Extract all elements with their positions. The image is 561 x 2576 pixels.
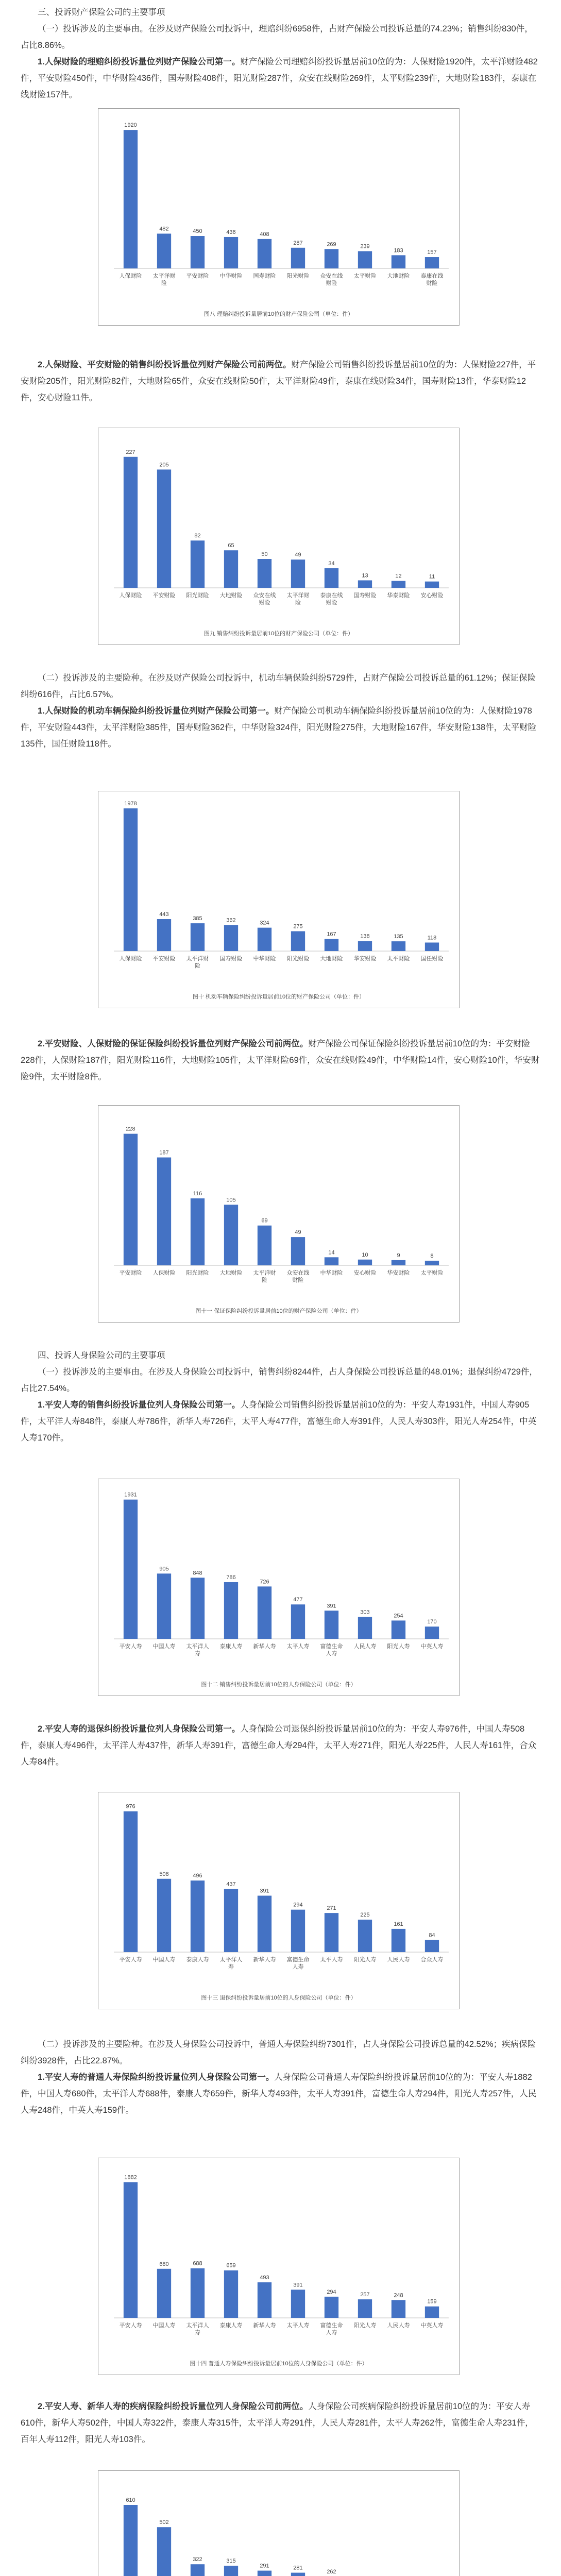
bar (425, 2307, 439, 2318)
category-label: 泰康人寿 (219, 1643, 243, 1650)
bar (258, 2282, 271, 2318)
chart-caption: 图八 理赔纠纷投诉量居前10位的财产保险公司（单位：件） (203, 311, 354, 317)
data-label: 262 (327, 2569, 336, 2575)
category-label: 阳光人寿 (387, 1643, 410, 1650)
chart-6 (98, 2158, 460, 2375)
paragraph-lead: 1.平安人寿的普通人寿保险纠纷投诉量位列人身保险公司第一。 (38, 2073, 275, 2082)
category-label: 阳光人寿 (353, 1957, 377, 1963)
data-label: 408 (260, 231, 269, 238)
category-label: 财险 (259, 600, 270, 606)
bar (358, 2299, 372, 2318)
category-label: 人民人寿 (353, 1643, 377, 1650)
data-label: 1882 (124, 2174, 137, 2181)
data-label: 1920 (124, 122, 137, 129)
data-label: 34 (328, 560, 335, 567)
paragraph-lead: 2.平安财险、人保财险的保证保险纠纷投诉量位列财产保险公司前两位。 (38, 1039, 309, 1048)
paragraph-text: 财产保险公司机动车辆保险纠纷投诉量居前10位的为：人保财险1978件，平安财险443件，太平洋财险385件，国寿财险362件，中华财险324件，阳光财险275件，大地财险167件，华安财险138件，太平财险135件，国任财险118件。 (21, 706, 537, 749)
chart-caption: 图十一 保证保险纠纷投诉量居前10位的财产保险公司（单位：件） (195, 1308, 362, 1314)
chart-caption: 图十 机动车辆保险纠纷投诉量居前10位的财产保险公司（单位：件） (192, 994, 365, 1000)
data-label: 726 (260, 1579, 269, 1585)
category-label: 险 (295, 600, 301, 606)
category-label: 合众人寿 (420, 1957, 444, 1963)
bar (291, 931, 305, 952)
data-label: 159 (427, 2298, 437, 2305)
bar (224, 1889, 238, 1952)
bar (157, 2269, 171, 2318)
category-label: 中国人寿 (152, 1957, 176, 1963)
section-block (21, 1721, 541, 1770)
data-label: 225 (360, 1912, 370, 1918)
section-three (21, 4, 541, 103)
category-label: 太平洋人 (186, 1643, 209, 1650)
bar (157, 469, 171, 588)
bar (291, 248, 305, 268)
data-label: 291 (260, 2563, 269, 2569)
paragraph (21, 357, 541, 406)
bar (258, 239, 271, 268)
bar (425, 1261, 439, 1265)
category-label: 泰康在线 (420, 273, 444, 279)
category-label: 财险 (426, 280, 438, 286)
data-label: 976 (126, 1803, 135, 1810)
category-label: 寿 (195, 1651, 200, 1657)
bar (157, 1158, 171, 1265)
category-label: 太平洋财 (286, 592, 310, 599)
bar (358, 1920, 372, 1952)
category-label: 人保财险 (119, 956, 142, 962)
bar (358, 251, 372, 268)
data-label: 659 (226, 2262, 236, 2269)
chart-caption: 图十四 普通人寿保险纠纷投诉量居前10位的人身保险公司（单位：件） (190, 2361, 368, 2367)
data-label: 12 (395, 573, 402, 580)
data-label: 294 (293, 1902, 303, 1908)
bar (358, 1617, 372, 1639)
chart-2 (98, 791, 460, 1008)
paragraph-lead: 1.平安人寿的销售纠纷投诉量位列人身保险公司第一。 (38, 1400, 241, 1410)
category-label: 太平财险 (353, 273, 377, 279)
data-label: 65 (228, 543, 234, 549)
data-label: 157 (427, 249, 437, 256)
data-label: 496 (193, 1873, 202, 1879)
bar (191, 2268, 205, 2318)
category-label: 太平洋财 (186, 956, 209, 962)
bar (124, 2505, 138, 2576)
data-label: 477 (293, 1597, 303, 1603)
bar (191, 923, 205, 951)
paragraph-lead: 2.人保财险、平安财险的销售纠纷投诉量位列财产保险公司前两位。 (38, 360, 292, 369)
category-label: 阳光财险 (186, 592, 209, 599)
data-label: 254 (394, 1613, 403, 1619)
data-label: 187 (159, 1149, 169, 1156)
data-label: 14 (328, 1249, 335, 1256)
paragraph-text: 财产保险公司保证保险纠纷投诉量居前10位的为：平安财险228件，人保财险187件，阳光财险116件，大地财险105件，太平洋财险69件，众安在线财险49件，中华财险14件，安心财险10件，华安财险9件，太平财险8件。 (21, 1039, 540, 1081)
section-block (21, 2036, 541, 2119)
category-label: 人民人寿 (387, 1957, 410, 1963)
category-label: 大地财险 (219, 592, 243, 599)
bar (392, 1929, 405, 1952)
category-label: 险 (161, 280, 167, 286)
data-label: 11 (429, 573, 435, 580)
bar (124, 808, 138, 951)
bar (224, 2566, 238, 2576)
data-label: 1931 (124, 1492, 137, 1498)
category-label: 寿 (195, 2330, 200, 2336)
category-label: 平安财险 (186, 273, 209, 279)
chart-7 (98, 2470, 460, 2576)
bar (325, 1913, 338, 1952)
chart-caption: 图九 销售纠纷投诉量居前10位的财产保险公司（单位：件） (203, 631, 354, 637)
bar (124, 130, 138, 268)
bar (392, 581, 405, 588)
chart-4 (98, 1479, 460, 1696)
category-label: 大地财险 (320, 956, 343, 962)
category-label: 人寿 (326, 2330, 337, 2336)
category-label: 人保财险 (152, 1270, 176, 1276)
category-label: 安心财险 (420, 592, 444, 599)
data-label: 385 (193, 916, 202, 922)
bar (191, 1198, 205, 1265)
bar (291, 2573, 305, 2576)
category-label: 中华财险 (320, 1270, 343, 1276)
data-label: 82 (194, 533, 201, 539)
bar (258, 928, 271, 951)
category-label: 险 (195, 963, 200, 969)
category-label: 太平洋人 (186, 2323, 209, 2329)
category-label: 人保财险 (119, 273, 142, 279)
bar (191, 540, 205, 588)
category-label: 人寿 (326, 1651, 337, 1657)
category-label: 中国人寿 (152, 1643, 176, 1650)
data-label: 281 (293, 2565, 303, 2571)
data-label: 170 (427, 1619, 437, 1625)
category-label: 富德生命 (286, 1957, 310, 1963)
bar (325, 939, 338, 951)
category-label: 华泰财险 (387, 592, 410, 599)
category-label: 国寿财险 (353, 592, 377, 599)
bar (392, 255, 405, 268)
category-label: 财险 (292, 1277, 304, 1283)
bar (392, 1260, 405, 1265)
category-label: 太平人寿 (286, 2323, 310, 2329)
bar (157, 234, 171, 268)
category-label: 太平人寿 (320, 1957, 343, 1963)
data-label: 239 (360, 243, 370, 250)
category-label: 太平洋人 (219, 1957, 243, 1963)
bar (124, 1811, 138, 1952)
bar-chart-svg (98, 1792, 459, 2009)
data-label: 303 (360, 1609, 370, 1616)
data-label: 905 (159, 1566, 169, 1572)
section-title: 三、投诉财产保险公司的主要事项 (38, 8, 165, 17)
bar (291, 560, 305, 588)
category-label: 平安财险 (152, 956, 176, 962)
bar (224, 2270, 238, 2318)
chart-3 (98, 1105, 460, 1323)
data-label: 502 (159, 2519, 169, 2526)
data-label: 8 (430, 1253, 434, 1260)
chart-caption: 图十二 销售纠纷投诉量居前10位的人身保险公司（单位：件） (201, 1682, 356, 1688)
data-label: 1978 (124, 801, 137, 807)
bar (392, 941, 405, 951)
data-label: 294 (327, 2289, 336, 2295)
category-label: 华安财险 (387, 1270, 410, 1276)
paragraph: （二）投诉涉及的主要险种。在涉及财产保险公司投诉中，机动车辆保险纠纷5729件，占财产保险公司投诉总量的61.12%；保证保险纠纷616件，占比6.57%。 (21, 673, 536, 699)
paragraph (21, 1397, 541, 1446)
category-label: 平安人寿 (119, 1957, 142, 1963)
data-label: 493 (260, 2274, 269, 2281)
category-label: 泰康在线 (320, 592, 343, 599)
bar (325, 1257, 338, 1265)
bar (325, 568, 338, 588)
paragraph-text: 人身保险公司退保纠纷投诉量居前10位的为：平安人寿976件，中国人寿508件，泰康人寿496件，太平洋人寿437件，新华人寿391件，富德生命人寿294件，太平人寿271件，阳光人寿225件，人民人寿161件，合众人寿84件。 (21, 1724, 537, 1767)
category-label: 阳光人寿 (353, 2323, 377, 2329)
data-label: 391 (293, 2282, 303, 2289)
paragraph: （一）投诉涉及的主要事由。在涉及人身保险公司投诉中，销售纠纷8244件，占人身保险公司投诉总量的48.01%；退保纠纷4729件，占比27.54%。 (21, 1367, 538, 1393)
bar (157, 2527, 171, 2576)
data-label: 391 (260, 1888, 269, 1894)
data-label: 275 (293, 923, 303, 930)
category-label: 人寿 (292, 1964, 304, 1970)
chart-caption: 图十三 退保纠纷投诉量居前10位的人身保险公司（单位：件） (201, 1995, 356, 2001)
category-label: 新华人寿 (253, 1643, 276, 1650)
paragraph-text: 人身保险公司疾病保险纠纷投诉量居前10位的为：平安人寿610件，新华人寿502件，中国人寿322件，泰康人寿315件，太平洋人寿291件，人民人寿281件，太平人寿262件，富德生命人寿231件，百年人寿112件，阳光人寿103件。 (21, 2402, 534, 2444)
category-label: 国寿财险 (253, 273, 276, 279)
category-label: 人保财险 (119, 592, 142, 599)
category-label: 险 (262, 1277, 267, 1283)
bar (258, 2571, 271, 2576)
category-label: 太平人寿 (286, 1643, 310, 1650)
category-label: 中英人寿 (420, 1643, 444, 1650)
category-label: 华安财险 (353, 956, 377, 962)
bar (291, 1237, 305, 1265)
category-label: 太平财险 (387, 956, 410, 962)
category-label: 新华人寿 (253, 1957, 276, 1963)
bar (358, 1260, 372, 1265)
category-label: 中英人寿 (420, 2323, 444, 2329)
category-label: 太平洋财 (152, 273, 176, 279)
bar (291, 1910, 305, 1952)
bar-chart-svg (98, 791, 459, 1008)
bar (425, 582, 439, 588)
data-label: 84 (429, 1932, 435, 1939)
data-label: 482 (159, 226, 169, 232)
bar (425, 257, 439, 268)
category-label: 泰康人寿 (219, 2323, 243, 2329)
bar (291, 1604, 305, 1639)
category-label: 阳光财险 (286, 273, 310, 279)
category-label: 阳光财险 (186, 1270, 209, 1276)
data-label: 271 (327, 1905, 336, 1912)
bar (258, 1896, 271, 1952)
bar (258, 1226, 271, 1265)
chart-5 (98, 1792, 460, 2009)
paragraph-text: 人身保险公司销售纠纷投诉量居前10位的为：平安人寿1931件，中国人寿905件，太平洋人寿848件，泰康人寿786件，新华人寿726件，太平人寿477件，富德生命人寿391件，人民人寿303件，阳光人寿254件，中英人寿170件。 (21, 1400, 537, 1443)
data-label: 786 (226, 1574, 236, 1581)
bar-chart-svg (98, 1106, 459, 1322)
data-label: 183 (394, 247, 403, 254)
bar (224, 925, 238, 951)
bar (325, 1611, 338, 1639)
category-label: 富德生命 (320, 1643, 343, 1650)
paragraph (21, 2398, 541, 2448)
section-block (21, 357, 541, 406)
bar-chart-svg (98, 2158, 459, 2375)
data-label: 105 (226, 1197, 236, 1204)
data-label: 688 (193, 2260, 202, 2267)
data-label: 443 (159, 911, 169, 918)
bar (358, 941, 372, 951)
data-label: 362 (226, 917, 236, 924)
bar (258, 1586, 271, 1639)
paragraph-lead: 1.人保财险的理赔纠纷投诉量位列财产保险公司第一。 (38, 57, 241, 66)
section-block (21, 670, 541, 752)
bar (224, 550, 238, 588)
category-label: 大地财险 (219, 1270, 243, 1276)
paragraph: （一）投诉涉及的主要事由。在涉及财产保险公司投诉中，理赔纠纷6958件，占财产保险公司投诉总量的74.23%；销售纠纷830件，占比8.86%。 (21, 24, 533, 50)
data-label: 69 (261, 1217, 268, 1224)
paragraph (21, 1721, 541, 1770)
chart-0 (98, 108, 460, 326)
category-label: 众安在线 (286, 1270, 310, 1276)
paragraph-lead: 2.平安人寿的退保纠纷投诉量位列人身保险公司第一。 (38, 1724, 241, 1734)
category-label: 平安财险 (119, 1270, 142, 1276)
bar (157, 1573, 171, 1639)
bar (191, 2564, 205, 2576)
data-label: 450 (193, 228, 202, 234)
data-label: 116 (193, 1191, 202, 1197)
paragraph (21, 2069, 541, 2119)
paragraph-lead: 2.平安人寿、新华人寿的疾病保险纠纷投诉量位列人身保险公司前两位。 (38, 2402, 309, 2411)
category-label: 新华人寿 (253, 2323, 276, 2329)
bar (325, 2297, 338, 2318)
data-label: 287 (293, 240, 303, 246)
data-label: 138 (360, 933, 370, 940)
section-block (21, 1036, 541, 1085)
bar (191, 1578, 205, 1639)
bar (325, 249, 338, 268)
category-label: 国任财险 (420, 956, 444, 962)
category-label: 安心财险 (353, 1270, 377, 1276)
data-label: 680 (159, 2261, 169, 2267)
chart-1 (98, 428, 460, 645)
category-label: 众安在线 (320, 273, 343, 279)
data-label: 248 (394, 2292, 403, 2299)
data-label: 135 (394, 934, 403, 940)
category-label: 中华财险 (253, 956, 276, 962)
bar (124, 1134, 138, 1265)
category-label: 国寿财险 (219, 956, 243, 962)
bar (425, 1940, 439, 1952)
bar (157, 1879, 171, 1952)
data-label: 324 (260, 920, 269, 926)
category-label: 太平洋财 (253, 1270, 276, 1276)
data-label: 437 (226, 1881, 236, 1888)
category-label: 泰康人寿 (186, 1957, 209, 1963)
paragraph (21, 54, 541, 103)
bar (291, 2290, 305, 2318)
bar-chart-svg (98, 109, 459, 325)
category-label: 平安人寿 (119, 2323, 142, 2329)
data-label: 13 (362, 572, 368, 579)
category-label: 平安财险 (152, 592, 176, 599)
category-label: 寿 (228, 1964, 234, 1970)
data-label: 49 (295, 552, 301, 558)
category-label: 众安在线 (253, 592, 276, 599)
data-label: 10 (362, 1251, 368, 1258)
bar (224, 1205, 238, 1265)
data-label: 315 (226, 2558, 236, 2564)
bar (392, 1620, 405, 1639)
section-block (21, 2398, 541, 2448)
data-label: 610 (126, 2497, 135, 2503)
bar (358, 580, 372, 588)
category-label: 太平财险 (420, 1270, 444, 1276)
data-label: 161 (394, 1921, 403, 1927)
paragraph: （二）投诉涉及的主要险种。在涉及人身保险公司投诉中，普通人寿保险纠纷7301件，占人身保险公司投诉总量的42.52%；疾病保险纠纷3928件，占比22.87%。 (21, 2040, 536, 2065)
bar (224, 237, 238, 268)
data-label: 322 (193, 2556, 202, 2563)
bar (392, 2300, 405, 2318)
data-label: 848 (193, 1570, 202, 1577)
bar (425, 1626, 439, 1639)
data-label: 167 (327, 931, 336, 938)
category-label: 大地财险 (387, 273, 410, 279)
paragraph-text: 人身保险公司普通人寿保险纠纷投诉量居前10位的为：平安人寿1882件，中国人寿680件，太平洋人寿688件，泰康人寿659件，新华人寿493件，太平人寿391件，富德生命人寿294件，阳光人寿257件，人民人寿248件，中英人寿159件。 (21, 2073, 537, 2115)
category-label: 富德生命 (320, 2323, 343, 2329)
data-label: 269 (327, 241, 336, 248)
category-label: 人民人寿 (387, 2323, 410, 2329)
bar (124, 1500, 138, 1639)
data-label: 9 (397, 1252, 400, 1259)
bar (157, 919, 171, 951)
data-label: 391 (327, 1603, 336, 1609)
data-label: 227 (126, 449, 135, 455)
data-label: 49 (295, 1229, 301, 1236)
paragraph-text: 财产保险公司理赔纠纷投诉量居前10位的为：人保财险1920件，太平洋财险482件，平安财险450件，中华财险436件，国寿财险408件，阳光财险287件，众安在线财险269件，太平财险239件，大地财险183件，泰康在线财险157件。 (21, 57, 538, 99)
category-label: 财险 (326, 280, 337, 286)
bar (191, 1880, 205, 1952)
paragraph (21, 703, 541, 752)
bar (258, 559, 271, 588)
bar (425, 942, 439, 951)
paragraph (21, 1036, 541, 1085)
data-label: 50 (261, 551, 268, 557)
bar-chart-svg (98, 2471, 459, 2576)
data-label: 205 (159, 462, 169, 468)
data-label: 508 (159, 1871, 169, 1877)
section-four (21, 1347, 541, 1446)
category-label: 财险 (326, 600, 337, 606)
bar-chart-svg (98, 1479, 459, 1696)
bar (124, 457, 138, 588)
category-label: 阳光财险 (286, 956, 310, 962)
paragraph-text: 财产保险公司销售纠纷投诉量居前10位的为：人保财险227件，平安财险205件，阳光财险82件，大地财险65件，众安在线财险50件，太平洋财险49件，泰康在线财险34件，国寿财险13件，华泰财险12件，安心财险11件。 (21, 360, 536, 402)
section-title: 四、投诉人身保险公司的主要事项 (38, 1351, 165, 1360)
paragraph-lead: 1.人保财险的机动车辆保险纠纷投诉量位列财产保险公司第一。 (38, 706, 275, 716)
data-label: 228 (126, 1126, 135, 1132)
category-label: 平安人寿 (119, 1643, 142, 1650)
bar (191, 236, 205, 268)
bar (124, 2182, 138, 2318)
data-label: 257 (360, 2292, 370, 2298)
data-label: 118 (427, 935, 437, 941)
bar (224, 1582, 238, 1639)
bar-chart-svg (98, 428, 459, 645)
category-label: 中国人寿 (152, 2323, 176, 2329)
data-label: 436 (226, 229, 236, 235)
category-label: 中华财险 (219, 273, 243, 279)
